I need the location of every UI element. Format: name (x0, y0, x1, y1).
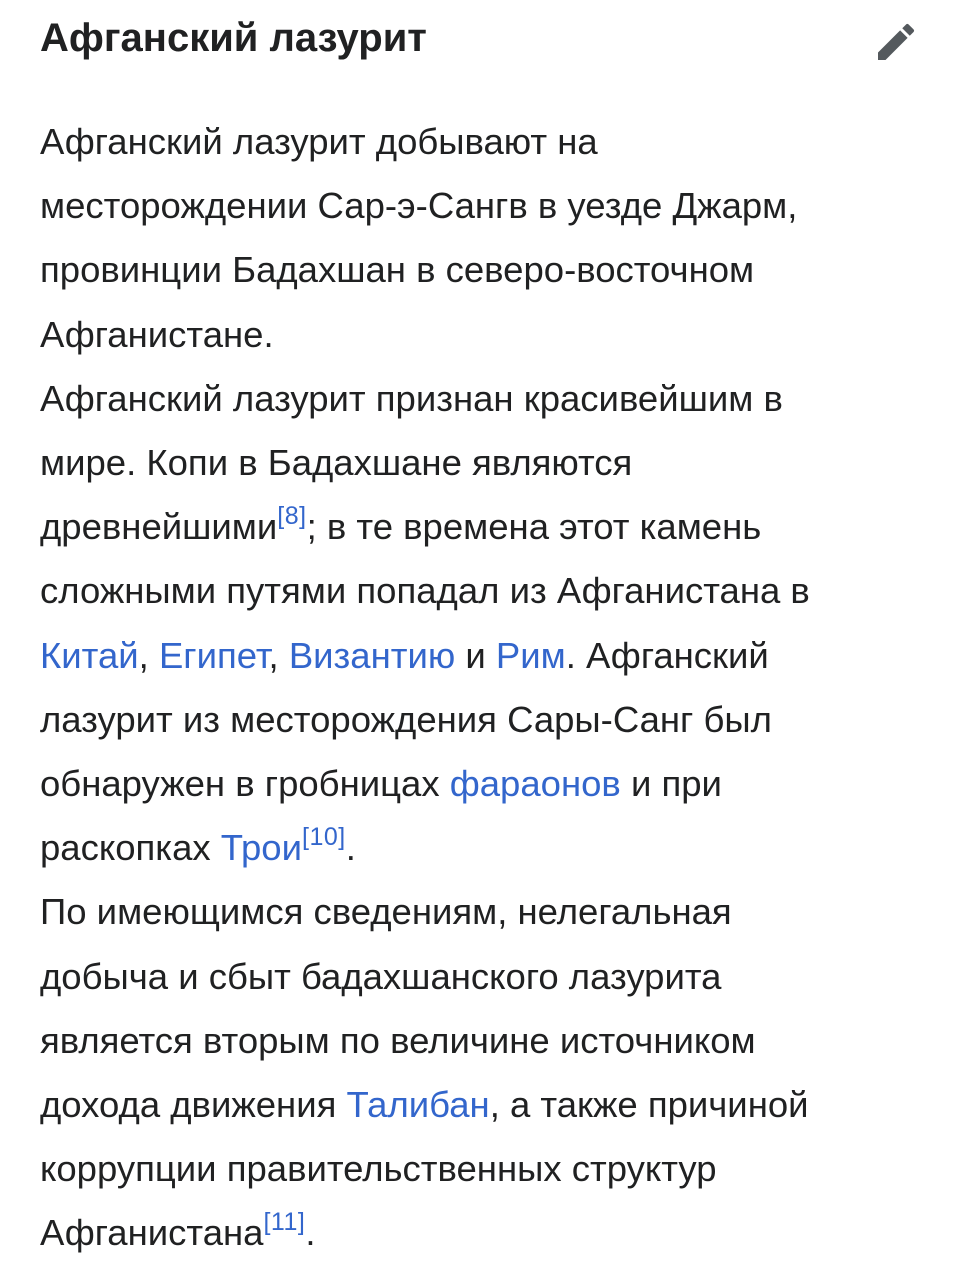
body-text: и (455, 634, 496, 676)
body-text: добыча и сбыт бадахшанского лазурита (40, 955, 722, 997)
body-text: обнаружен в гробницах (40, 763, 450, 805)
body-text: провинции Бадахшан в северо-восточном (40, 249, 755, 291)
article-paragraph (40, 367, 924, 881)
reference-link[interactable]: [8] (277, 502, 307, 531)
body-text: раскопках (40, 827, 221, 869)
body-text: является вторым по величине источником (40, 1019, 756, 1061)
section-title: Афганский лазурит (40, 16, 427, 60)
body-text: ; в те времена этот камень (306, 506, 762, 548)
body-text: , (138, 634, 159, 676)
body-text: Афганский лазурит признан красивейшим в (40, 377, 783, 419)
reference-link[interactable]: [11] (263, 1208, 306, 1237)
article-paragraph (40, 110, 924, 367)
body-text: . (305, 1212, 316, 1254)
article-link[interactable]: Египет (158, 634, 269, 676)
edit-section-button[interactable] (868, 14, 924, 70)
article-link[interactable]: Талибан (346, 1084, 490, 1126)
section-header (40, 8, 924, 72)
article-link[interactable]: Китай (40, 634, 139, 676)
body-text: сложными путями попадал из Афганистана в (40, 570, 810, 612)
body-text: древнейшими (40, 506, 278, 548)
article-link[interactable]: фараонов (449, 763, 621, 805)
body-text: . (345, 827, 356, 869)
article-paragraph (40, 880, 924, 1265)
body-text: месторождении Сар-э-Сангв в уезде Джарм, (40, 185, 798, 227)
article-link[interactable]: Трои (220, 827, 302, 869)
body-text: По имеющимся сведениям, нелегальная (40, 891, 732, 933)
article-content (40, 110, 924, 1266)
body-text: . Афганский (565, 634, 769, 676)
body-text: и при (620, 763, 722, 805)
body-text: Афганский лазурит добывают на (40, 121, 598, 162)
body-text: , (268, 634, 289, 676)
body-text: лазурит из месторождения Сары-Санг был (40, 698, 772, 740)
article-link[interactable]: Византию (288, 634, 456, 676)
body-text: коррупции правительственных структур (40, 1148, 717, 1190)
body-text: Афганистана (40, 1212, 264, 1254)
pencil-icon (872, 18, 920, 66)
article-link[interactable]: Рим (495, 634, 566, 676)
body-text: мире. Копи в Бадахшане являются (40, 442, 633, 484)
body-text: , а также причиной (489, 1084, 809, 1126)
body-text: дохода движения (40, 1084, 347, 1126)
reference-link[interactable]: [10] (302, 823, 346, 852)
body-text: Афганистане. (40, 313, 274, 355)
